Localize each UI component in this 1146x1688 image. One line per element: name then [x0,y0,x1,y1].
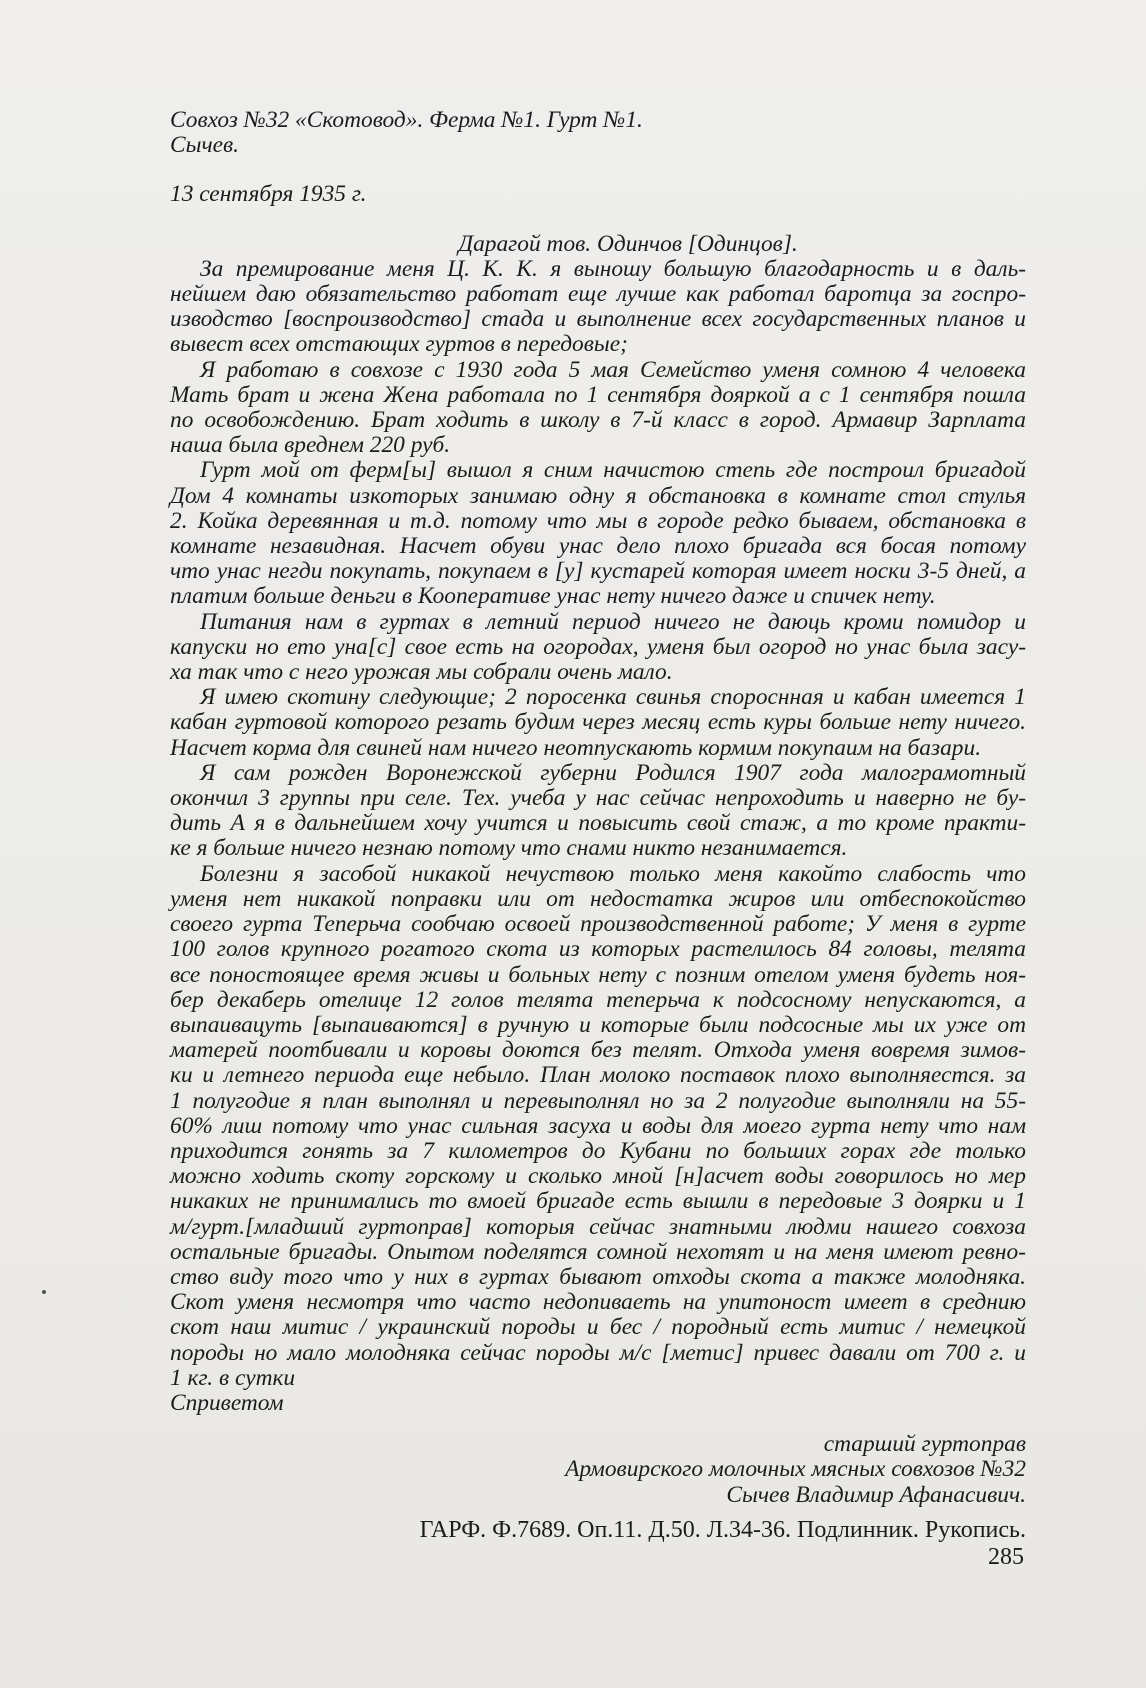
paragraph-line: ха так что с него урожая мы собрали очень мало. [170,659,673,686]
paragraph-line: ки и летнего периода еще небыло. План молоко поставок плохо выполняестся. за [170,1062,1026,1089]
paragraph-line: своего гурта Теперьча сообчаю освоей производственной работе; У меня в гурте [170,911,1026,938]
paragraph-line: вывест всех отстающих гуртов в передовые; [170,331,628,358]
paragraph [170,610,1026,686]
paragraph-line: остальные бригады. Опытом поделятся сомной нехотят и на меня имеют ревно- [170,1238,1026,1265]
paragraph-line: все поностоящее время живы и больных нету с позним отелом уменя будеть ноя- [170,961,1026,988]
signature-title: старший гуртоправ [823,1431,1026,1458]
paragraph-line: дить А я в дальнейшем хочу учится и повысить свой стаж, а то кроме практи- [170,810,1026,837]
paragraph-line: 1 кг. в сутки [170,1364,296,1391]
paragraph-line: бер декаберь отелице 12 голов телята теперьча к подсосному непускаются, а [170,986,1026,1013]
archive-source: ГАРФ. Ф.7689. Оп.11. Д.50. Л.34-36. Подлинник. Рукопись. [419,1516,1026,1543]
header-line-2: Сычев. [170,132,239,159]
paragraph-line: 2. Койка деревянная и т.д. потому что мы в городе редко бываем, обстановка в [170,507,1026,534]
paragraph-line: Скот уменя несмотря что часто недопиваеть на упитоност имеет в среднию [170,1289,1026,1316]
paragraph-line: Гурт мой от ферм[ы] вышол я сним начистою степь где построил бригадой [200,457,1026,484]
paragraph [170,685,1026,761]
paragraph [170,257,1026,358]
paragraph-line: Я сам рожден Воронежской губерни Родился 1907 года малограмотный [200,759,1026,786]
paragraph-line: окончил 3 группы при селе. Тех. учеба у нас сейчас непроходить и наверно не бу- [170,785,1026,812]
letter-paragraphs [170,257,1026,1391]
greeting: Дарагой тов. Одинчов [Одинцов]. [458,230,798,257]
paragraph-line: изводство [воспроизводство] стада и выполнение всех государственных планов и [170,306,1026,333]
paragraph-line: уменя нет никакой поправки или от недостатка жиров или отбеспокойство [170,885,1026,912]
paragraph-line: никаких не принимались то вмоей бригаде есть вышли в передовые 3 доярки и 1 [170,1188,1026,1215]
paragraph-line: Я имею скотину следующие; 2 поросенка свинья спороснная и кабан имеется 1 [200,684,1026,711]
paragraph-line: выпаивацуть [выпаиваются] в ручную и которые были подсосные мы их уже от [170,1011,1026,1038]
paragraph [170,862,1026,1391]
paragraph-line: ство виду того что у них в гуртах бывают отходы скота а также молодняка. [170,1263,1026,1290]
letter-date: 13 сентября 1935 г. [170,181,367,208]
paragraph-line: Насчет корма для свиней нам ничего неотпускають кормим покупаим на базари. [170,734,982,761]
paragraph-line: За премирование меня Ц. К. К. я выношу большую благодарность и в даль- [200,255,1026,282]
paragraph-line: ке я больше ничего незнаю потому что снами никто незанимается. [170,835,848,862]
paragraph-line: комнате незавидная. Насчет обуви унас дело плохо бригада вся босая потому [170,533,1026,560]
paragraph-line: Питания нам в гуртах в летний период ничего не даюць кроми помидор и [200,608,1026,635]
paragraph [170,761,1026,862]
paragraph-line: по освобождению. Брат ходить в школу в 7-й класс в город. Армавир Зарплата [170,407,1026,434]
signature-block [170,1432,1026,1508]
paragraph-line: нейшем даю обязательство работат еще лучше как работал баротца за госпро- [170,281,1026,308]
paragraph-line: 60% лиш потому что унас сильная засуха и воды для моего гурта нету что нам [170,1112,1026,1139]
header-line-1: Совхоз №32 «Скотовод». Ферма №1. Гурт №1. [170,107,643,133]
paragraph-line: приходится гонять за 7 километров до Кубани по больших горах где только [170,1137,1026,1164]
paragraph-line: наша была вреднем 220 руб. [170,432,451,459]
paragraph-line: 100 голов крупного рогатого скота из которых растелилось 84 головы, телята [170,936,1026,963]
paragraph [170,458,1026,609]
paragraph-line: м/гурт.[младший гуртоправ] которыя сейчас знатными людми нашего совхоза [170,1213,1026,1240]
paragraph-line: кабан гуртовой которого резать будим через месяц есть куры больше нету ничего. [170,709,1026,736]
paragraph [170,358,1026,459]
paragraph-line: можно ходить скоту горскому и сколько мной [н]асчет воды говорилось но мер [170,1163,1026,1190]
paragraph-line: породы но мало молодняка сейчас породы м/с [метис] привес давали от 700 г. и [170,1339,1026,1366]
paragraph-line: матерей поотбивали и коровы доются без телят. Отхода уменя вовремя зимов- [170,1037,1026,1064]
paragraph-line: Болезни я засобой никакой нечуствою только меня какойто слабость что [200,860,1026,887]
page-number: 285 [988,1544,1024,1570]
signature-name: Сычев Владимир Афанасивич. [726,1481,1026,1508]
paragraph-line: платим больше деньги в Кооперативе унас нету ничего даже и спичек нету. [170,583,936,610]
letter-body [170,108,1026,1568]
paragraph-line: скот наш митис / украинский породы и бес / породный есть митис / немецкой [170,1314,1026,1341]
signature-organization: Армовирского молочных мясных совхозов №32 [565,1456,1026,1483]
paragraph-line: Я работаю в совхозе с 1930 года 5 мая Семейство уменя сомною 4 человека [200,356,1026,383]
closing: Сприветом [170,1389,284,1416]
paragraph-line: Дом 4 комнаты изкоторых занимаю одну я обстановка в комнате стол стулья [170,482,1026,509]
paragraph-line: капуски но ето уна[с] свое есть на огородах, уменя был огород но унас была засу- [170,633,1026,660]
margin-dot [42,1290,46,1294]
paragraph-line: Мать брат и жена Жена работала по 1 сентября дояркой а с 1 сентября пошла [170,381,1026,408]
paragraph-line: 1 полугодие я план выполнял и перевыполнял но за 2 полугодие выполняли на 55- [170,1087,1026,1114]
paragraph-line: что унас негди покупать, покупаем в [у] кустарей которая имеет носки 3-5 дней, а [170,558,1026,585]
